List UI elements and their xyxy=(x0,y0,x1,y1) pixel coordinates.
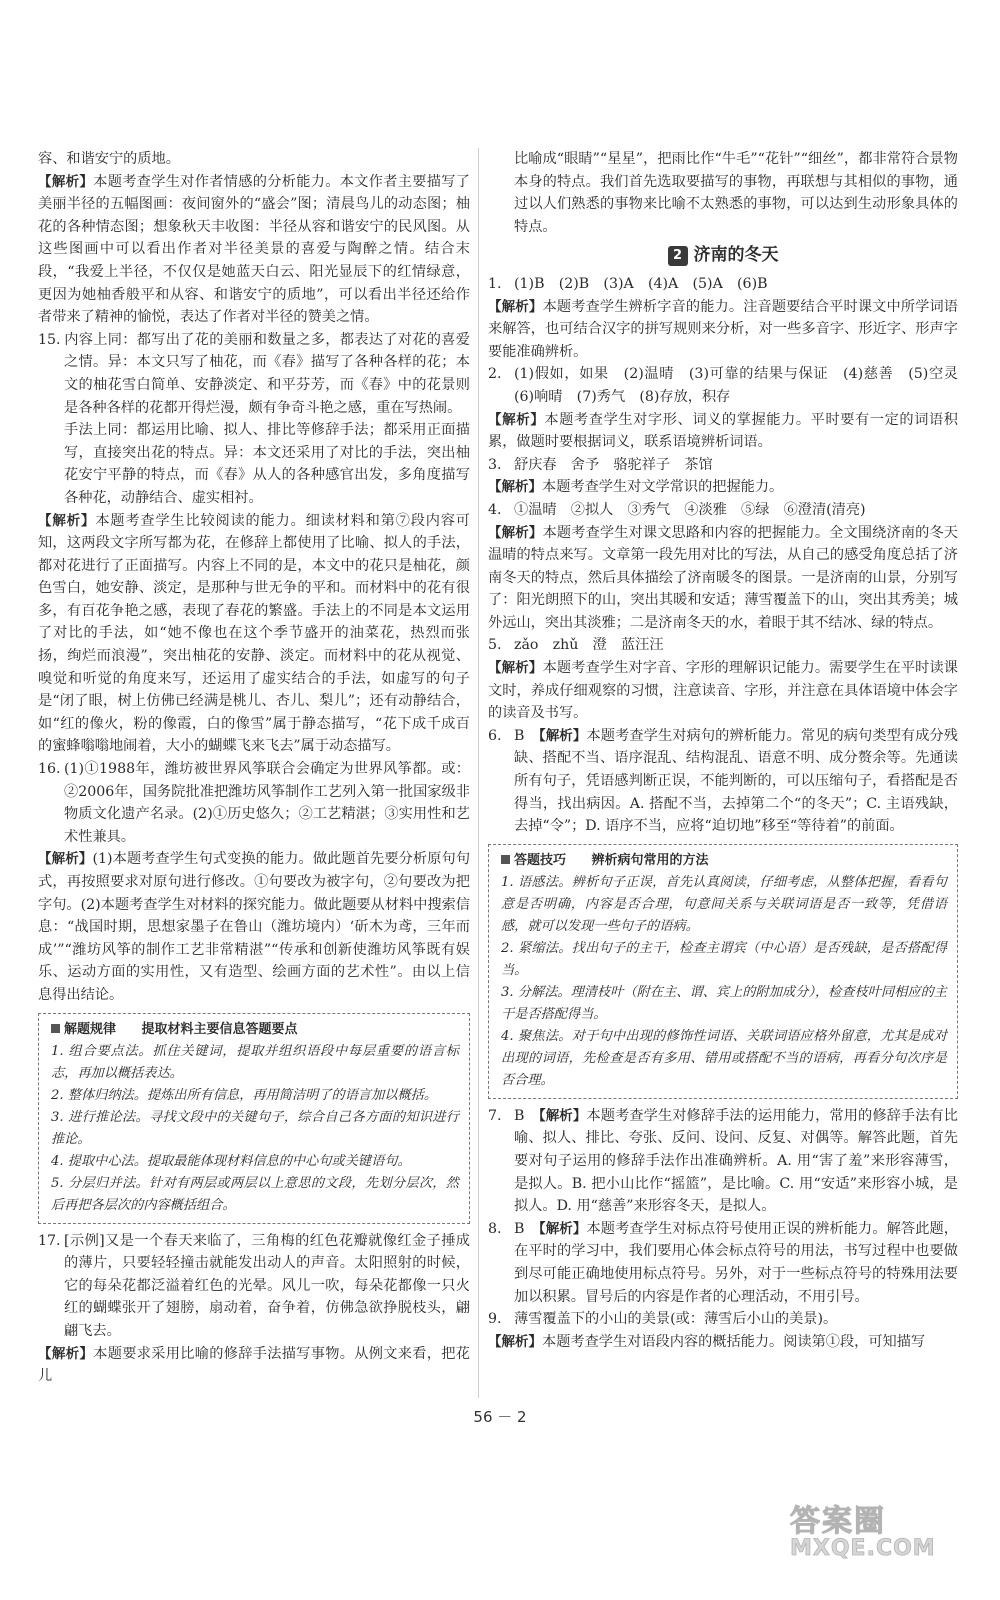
analysis-tag: 【解析】 xyxy=(488,479,542,496)
analysis-tag: 【解析】 xyxy=(488,1333,542,1350)
tip-box-header xyxy=(501,850,947,872)
analysis-paragraph: 【解析】本题要求采用比喻的修辞手法描写事物。从例文来看，把花儿 xyxy=(38,1345,470,1385)
analysis-tag: 【解析】 xyxy=(488,524,543,541)
analysis-paragraph: 【解析】本题考查学生对字形、词义的掌握能力。平时要有一定的词语积累，做题时要根据词义，联系语境辨析词语。 xyxy=(488,411,958,451)
question-15-methods: 手法上同：都运用比喻、拟人、排比等修辞手法；都采用正面描写，直接突出花的特点。异：本文还采用了对比的手法，突出柚花安宁平静的特点，而《春》从人的各种感官出发，多角度描写各种花，动静结合、虚实相衬。 xyxy=(64,422,470,506)
question-1: 1. (1)B (2)B (3)A (4)A (5)A (6)B xyxy=(488,273,958,296)
right-column xyxy=(488,148,973,1353)
paragraph: 容、和谐安宁的质地。 xyxy=(38,151,180,167)
paragraph: 比喻成“眼睛”“星星”，把雨比作“牛毛”“花针”“细丝”，都非常符合景物本身的特点。我们首先选取要描写的事物，再联想与其相似的事物，通过以人们熟悉的事物来比喻不太熟悉的事物，可以达到生动形象具体的特点。 xyxy=(514,151,958,235)
analysis-tag: 【解析】 xyxy=(538,727,587,744)
question-6: 6. B 【解析】本题考查学生对病句的辨析能力。常见的病句类型有成分残缺、搭配不当、语序混乱、结构混乱、语意不明、成分赘余等。先通读所有句子，凭语感判断正误，不能判断的，可以压缩句子，看搭配是否得当，找出病因。A. 搭配不当，去掉第二个“的冬天”；C. 主语残缺，去掉“令”；D. 语序不当，应将“迫切地”移至“等待着”的前面。 xyxy=(488,725,958,838)
tip-item: 2. 整体归纳法。提炼出所有信息，再用简洁明了的语言加以概括。 xyxy=(51,1087,438,1103)
tip-item: 1. 组合要点法。抓住关键词，提取并组织语段中每层重要的语言标志，再加以概括表达。 xyxy=(51,1043,459,1081)
analysis-tag: 【解析】 xyxy=(38,851,93,868)
answer-letter: B xyxy=(514,1107,525,1124)
question-number: 8. xyxy=(488,1220,502,1237)
analysis-tag: 【解析】 xyxy=(38,1345,94,1362)
question-5: 5. zǎo zhǔ 澄 蓝汪汪 xyxy=(488,634,958,657)
tip-box-header xyxy=(51,1019,459,1041)
tip-box-sentence-errors xyxy=(488,844,958,1099)
analysis-tag: 【解析】 xyxy=(38,512,96,529)
analysis-paragraph: 【解析】本题考查学生比较阅读的能力。细读材料和第⑦段内容可知，这两段文字所写都为花，在修辞上都使用了比喻、拟人的手法，都对花进行了正面描写。内容上不同的是，本文中的花只是柚花，颜色雪白，她安静、淡定，是那种与世无争的平和。而材料中的花有很多，有百花争艳之感，表现了春花的繁盛。手法上的不同是本文运用了对比的手法，如“她不像也在这个季节盛开的油菜花，热烈而张扬，绚烂而浪漫”，突出柚花的安静、淡定。而材料中的花从视觉、嗅觉和听觉的角度来写，还运用了虚实结合的手法，如虚写的句子是“闭了眼，树上仿佛已经满是桃儿、杏儿、梨儿”；还有动静结合，如“红的像火，粉的像霞，白的像雪”属于静态描写，“花下成千成百的蜜蜂嗡嗡地闹着，大小的蝴蝶飞来飞去”属于动态描写。 xyxy=(38,512,470,755)
analysis-paragraph: 【解析】本题考查学生对文学常识的把握能力。 xyxy=(488,479,784,496)
analysis-paragraph: 【解析】本题考查学生辨析字音的能力。注音题要结合平时课文中所学词语来解答，也可结合汉字的拼写规则来分析，对一些多音字、形近字、形声字要能准确辨析。 xyxy=(488,298,958,360)
page-number: 56 － 2 xyxy=(473,1408,527,1426)
watermark-url: MXQE.COM xyxy=(790,1536,936,1561)
watermark-logo xyxy=(790,1496,970,1582)
analysis-tag: 【解析】 xyxy=(38,173,94,190)
question-3: 3. 舒庆春 舍予 骆驼祥子 茶馆 xyxy=(488,454,958,477)
tip-box-label: 解题规律 xyxy=(51,1019,137,1041)
column-divider xyxy=(478,148,479,1398)
question-15: 15. 内容上同：都写出了花的美丽和数量之多，都表达了对花的喜爱之情。异：本文只写了柚花，而《春》描写了各种各样的花；本文的柚花雪白简单、安静淡定、和平芬芳，而《春》中的花景则是各种各样的花都开得烂漫，颇有争奇斗艳之感，重在写热闹。 xyxy=(38,329,470,419)
analysis-paragraph: 【解析】本题考查学生对作者情感的分析能力。本文作者主要描写了美丽半径的五幅图画：夜间窗外的“盛会”图；清晨鸟儿的动态图；柚花的各种情态图；想象秋天丰收图：半径从容和谐安宁的民风图。从这些图画中可以看出作者对半径美景的喜爱与陶醉之情。结合末段，“我爱上半径，不仅仅是她蓝天白云、阳光显辰下的红情绿意，更因为她柚香般平和从容、和谐安宁的质地”，可以看出半径还给作者带来了精神的愉悦，表达了作者对半径的赞美之情。 xyxy=(38,173,470,326)
answer-letter: B xyxy=(514,727,525,744)
question-17: 17. [示例]又是一个春天来临了，三角梅的红色花瓣就像红金子捶成的薄片，只要轻轻撞击就能发出动人的声音。太阳照射的时候，它的每朵花都泛溢着红色的光晕。风儿一吹，每朵花都像一只火红的蝴蝶张开了翅膀，扇动着，奋争着，仿佛急欲挣脱枝头，翩翩飞去。 xyxy=(38,1230,470,1343)
analysis-tag: 【解析】 xyxy=(488,660,543,677)
question-number: 9. xyxy=(488,1311,502,1328)
tip-item: 3. 分解法。理清枝叶（附在主、谓、宾上的附加成分），检查枝叶同相应的主干是否搭配得当。 xyxy=(501,984,947,1022)
question-8: 8. B 【解析】本题考查学生对标点符号使用正误的辨析能力。解答此题，在平时的学习中，我们要用心体会标点符号的用法，书写过程中也要做到尽可能正确地使用标点符号。另外，对于一些标点符号的特殊用法要加以积累。冒号后的内容是作者的心理活动，不用引号。 xyxy=(488,1218,958,1308)
tip-box-title: 提取材料主要信息答题要点 xyxy=(141,1021,298,1037)
section-number-badge: 2 xyxy=(668,246,688,266)
tip-item: 4. 提取中心法。提取最能体现材料信息的中心句或关键语句。 xyxy=(51,1153,411,1169)
tip-item: 3. 进行推论法。寻找文段中的关键句子，综合自己各方面的知识进行推论。 xyxy=(51,1109,459,1147)
question-number: 17. xyxy=(38,1232,61,1249)
question-2: 2. (1)假如，如果 (2)温晴 (3)可靠的结果与保证 (4)慈善 (5)空灵 (6)响晴 (7)秀气 (8)存放，积存 xyxy=(488,363,958,408)
question-number: 4. xyxy=(488,501,502,518)
tip-item: 1. 语感法。辨析句子正误，首先认真阅读，仔细考虑，从整体把握，看看句意是否明确，内容是否合理，句意间关系与关联词语是否一致等，凭借语感，就可以发现一些句子的语病。 xyxy=(501,874,947,934)
question-7: 7. B 【解析】本题考查学生对修辞手法的运用能力，常用的修辞手法有比喻、拟人、排比、夸张、反问、设问、反复、对偶等。解答此题，首先要对句子运用的修辞手法作出准确辨析。A. 用“害了羞”来形容薄雪，是拟人。B. 把小山比作“摇篮”，是比喻。C. 用“安适”来形容小城，是拟人。D. 用“慈善”来形容冬天，是拟人。 xyxy=(488,1105,958,1218)
tip-item: 5. 分层归并法。针对有两层或两层以上意思的文段，先划分层次，然后再把各层次的内容概括组合。 xyxy=(51,1175,459,1213)
question-16: 16. (1)①1988年，潍坊被世界风筝联合会确定为世界风筝都。或：②2006年，国务院批准把潍坊风筝制作工艺列入第一批国家级非物质文化遗产名录。(2)①历史悠久；②工艺精湛；③实用性和艺术性兼具。 xyxy=(38,758,470,848)
question-9: 9. 薄雪覆盖下的小山的美景(或：薄雪后小山的美景)。 xyxy=(488,1308,958,1331)
question-number: 3. xyxy=(488,456,502,473)
section-heading xyxy=(488,244,958,267)
analysis-paragraph: 【解析】本题考查学生对字音、字形的理解识记能力。需要学生在平时读课文时，养成仔细观察的习惯，注意读音、字形，并注意在具体语境中体会字的读音及书写。 xyxy=(488,660,958,722)
watermark-text: 答案圈 xyxy=(790,1504,886,1539)
question-4: 4. ①温晴 ②拟人 ③秀气 ④淡雅 ⑤绿 ⑥澄清(清亮) xyxy=(488,499,958,522)
question-number: 15. xyxy=(38,331,61,348)
analysis-tag: 【解析】 xyxy=(538,1107,587,1124)
analysis-paragraph: 【解析】本题考查学生对语段内容的概括能力。阅读第①段，可知描写 xyxy=(488,1333,926,1350)
tip-box-title: 辨析病句常用的方法 xyxy=(591,852,709,868)
analysis-paragraph: 【解析】本题考查学生对课文思路和内容的把握能力。全文围绕济南的冬天温晴的特点来写。文章第一段先用对比的写法，从自己的感受角度总括了济南冬天的特点，然后具体描绘了济南暖冬的图景。一是济南的山景，分别写了：阳光朗照下的山，突出其暖和安适；薄雪覆盖下的山，突出其秀美；城外远山，突出其淡雅；二是济南冬天的水，着眼于其不结冰、绿的特点。 xyxy=(488,524,958,631)
tip-box-label: 答题技巧 xyxy=(501,850,587,872)
analysis-tag: 【解析】 xyxy=(488,411,545,428)
question-number: 6. xyxy=(488,727,502,744)
analysis-tag: 【解析】 xyxy=(488,298,543,315)
tip-item: 2. 紧缩法。找出句子的主干，检查主谓宾（中心语）是否残缺，是否搭配得当。 xyxy=(501,940,947,978)
question-number: 16. xyxy=(38,761,61,778)
left-column xyxy=(38,148,470,1388)
tip-item: 4. 聚焦法。对于句中出现的修饰性词语、关联词语应格外留意，尤其是成对出现的词语，先检查是否有多用、错用或搭配不当的语病，再看分句次序是否合理。 xyxy=(501,1028,947,1088)
tip-box-extract-info xyxy=(38,1013,470,1224)
question-number: 5. xyxy=(488,637,502,654)
analysis-tag: 【解析】 xyxy=(538,1220,587,1237)
analysis-paragraph: 【解析】(1)本题考查学生句式变换的能力。做此题首先要分析原句句式，再按照要求对原句进行修改。①句要改为被字句，②句要改为把字句。(2)本题考查学生对材料的探究能力。做此题要从材料中搜索信息：“战国时期，思想家墨子在鲁山（潍坊境内）‘斫木为鸢，三年而成’”“潍坊风筝的制作工艺非常精湛”“传承和创新使潍坊风筝既有娱乐、运动方面的实用性，又有造型、绘画方面的艺术性”。由以上信息得出结论。 xyxy=(38,851,471,1003)
section-title: 济南的冬天 xyxy=(693,245,779,266)
question-number: 7. xyxy=(488,1107,502,1124)
answer-letter: B xyxy=(514,1220,525,1237)
question-number: 1. xyxy=(488,275,502,292)
question-number: 2. xyxy=(488,366,502,383)
